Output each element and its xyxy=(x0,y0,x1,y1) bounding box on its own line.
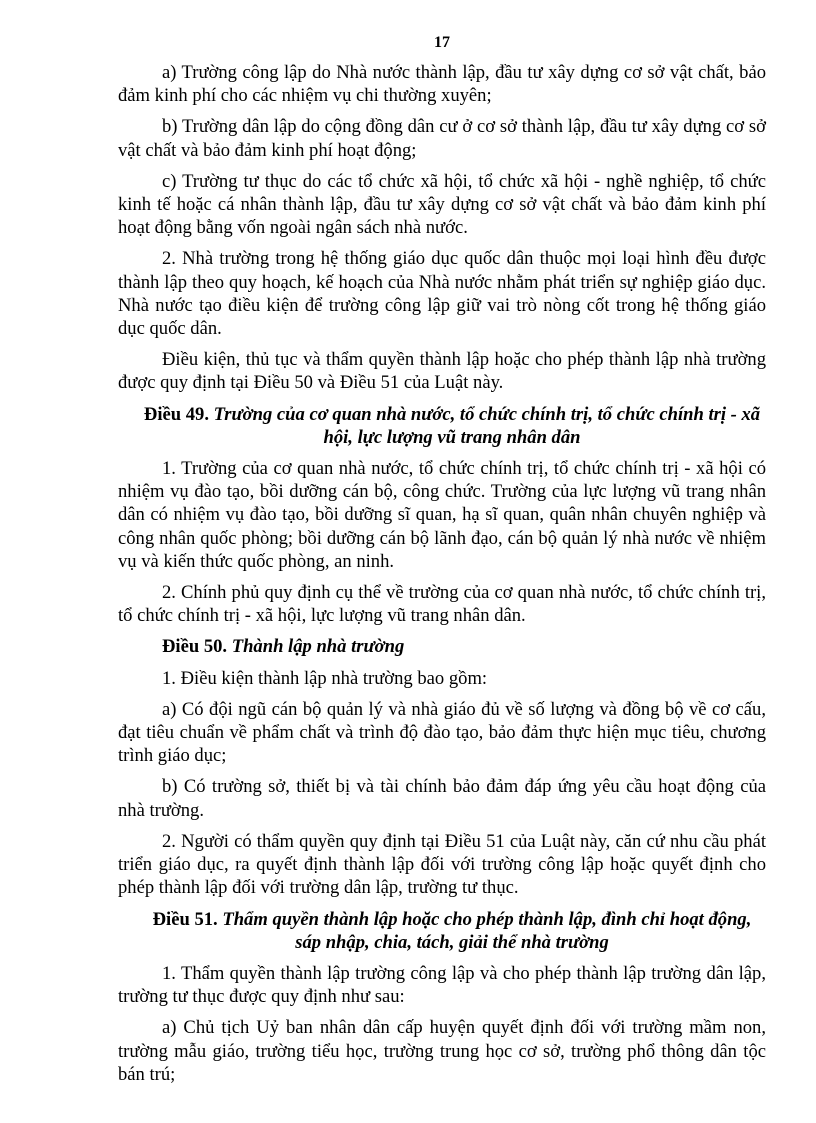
article-50-paragraph-1b: b) Có trường sở, thiết bị và tài chính bảo đảm đáp ứng yêu cầu hoạt động của nhà trường. xyxy=(118,776,766,821)
article-51-title: Thẩm quyền thành lập hoặc cho phép thành lập, đình chỉ hoạt động, sáp nhập, chia, tách, giải thể nhà trường xyxy=(222,908,752,953)
article-49-heading xyxy=(118,403,766,449)
article-50-title: Thành lập nhà trường xyxy=(231,636,405,658)
article-51-number: Điều 51. xyxy=(152,908,218,930)
article-51-paragraph-1a: a) Chủ tịch Uỷ ban nhân dân cấp huyện quyết định đối với trường mầm non, trường mẫu giáo, trường tiểu học, trường trung học cơ sở, trường phổ thông dân tộc bán trú; xyxy=(118,1017,766,1085)
paragraph-planning: 2. Nhà trường trong hệ thống giáo dục quốc dân thuộc mọi loại hình đều được thành lập theo quy hoạch, kế hoạch của Nhà nước nhằm phát triển sự nghiệp giáo dục. Nhà nước tạo điều kiện để trường công lập giữ vai trò nòng cốt trong hệ thống giáo dục quốc dân. xyxy=(118,248,766,340)
paragraph-community-school: b) Trường dân lập do cộng đồng dân cư ở cơ sở thành lập, đầu tư xây dựng cơ sở vật chất và bảo đảm kinh phí hoạt động; xyxy=(118,116,766,161)
article-49-paragraph-1: 1. Trường của cơ quan nhà nước, tổ chức chính trị, tổ chức chính trị - xã hội có nhiệm vụ đào tạo, bồi dưỡng cán bộ, công chức. Trường của lực lượng vũ trang nhân dân có nhiệm vụ đào tạo, bồi dưỡng sĩ quan, hạ sĩ quan, quân nhân chuyên nghiệp và công nhân quốc phòng; bồi dưỡng cán bộ lãnh đạo, cán bộ quản lý nhà nước về nhiệm vụ và kiến thức quốc phòng, an ninh. xyxy=(118,458,766,572)
article-51-heading xyxy=(118,908,766,954)
page-number: 17 xyxy=(434,34,450,51)
paragraph-private-school: c) Trường tư thục do các tổ chức xã hội, tổ chức xã hội - nghề nghiệp, tổ chức kinh tế hoặc cá nhân thành lập, đầu tư xây dựng cơ sở vật chất và bảo đảm kinh phí hoạt động bằng vốn ngoài ngân sách nhà nước. xyxy=(118,170,766,239)
article-50-number: Điều 50. xyxy=(162,636,228,658)
article-50-paragraph-1: 1. Điều kiện thành lập nhà trường bao gồm: xyxy=(162,667,488,689)
article-49-paragraph-2: 2. Chính phủ quy định cụ thể về trường của cơ quan nhà nước, tổ chức chính trị, tổ chức chính trị - xã hội, lực lượng vũ trang nhân dân. xyxy=(118,582,766,627)
paragraph-public-school: a) Trường công lập do Nhà nước thành lập, đầu tư xây dựng cơ sở vật chất, bảo đảm kinh phí cho các nhiệm vụ chi thường xuyên; xyxy=(118,62,766,107)
paragraph-conditions-reference: Điều kiện, thủ tục và thẩm quyền thành lập hoặc cho phép thành lập nhà trường được quy định tại Điều 50 và Điều 51 của Luật này. xyxy=(118,349,766,394)
article-49-title: Trường của cơ quan nhà nước, tổ chức chính trị, tổ chức chính trị - xã hội, lực lượng vũ trang nhân dân xyxy=(213,403,761,448)
article-51-paragraph-1: 1. Thẩm quyền thành lập trường công lập và cho phép thành lập trường dân lập, trường tư thục được quy định như sau: xyxy=(118,962,766,1008)
article-49-number: Điều 49. xyxy=(143,403,209,425)
document-page xyxy=(118,33,766,1094)
article-50-paragraph-1a: a) Có đội ngũ cán bộ quản lý và nhà giáo đủ về số lượng và đồng bộ về cơ cấu, đạt tiêu chuẩn về phẩm chất và trình độ đào tạo, bảo đảm thực hiện mục tiêu, chương trình giáo dục; xyxy=(118,698,766,767)
article-50-paragraph-2: 2. Người có thẩm quyền quy định tại Điều 51 của Luật này, căn cứ nhu cầu phát triển giáo dục, ra quyết định thành lập đối với trường công lập hoặc quyết định cho phép thành lập đối với trường dân lập, trường tư thục. xyxy=(118,830,766,899)
article-50-heading xyxy=(118,635,766,658)
